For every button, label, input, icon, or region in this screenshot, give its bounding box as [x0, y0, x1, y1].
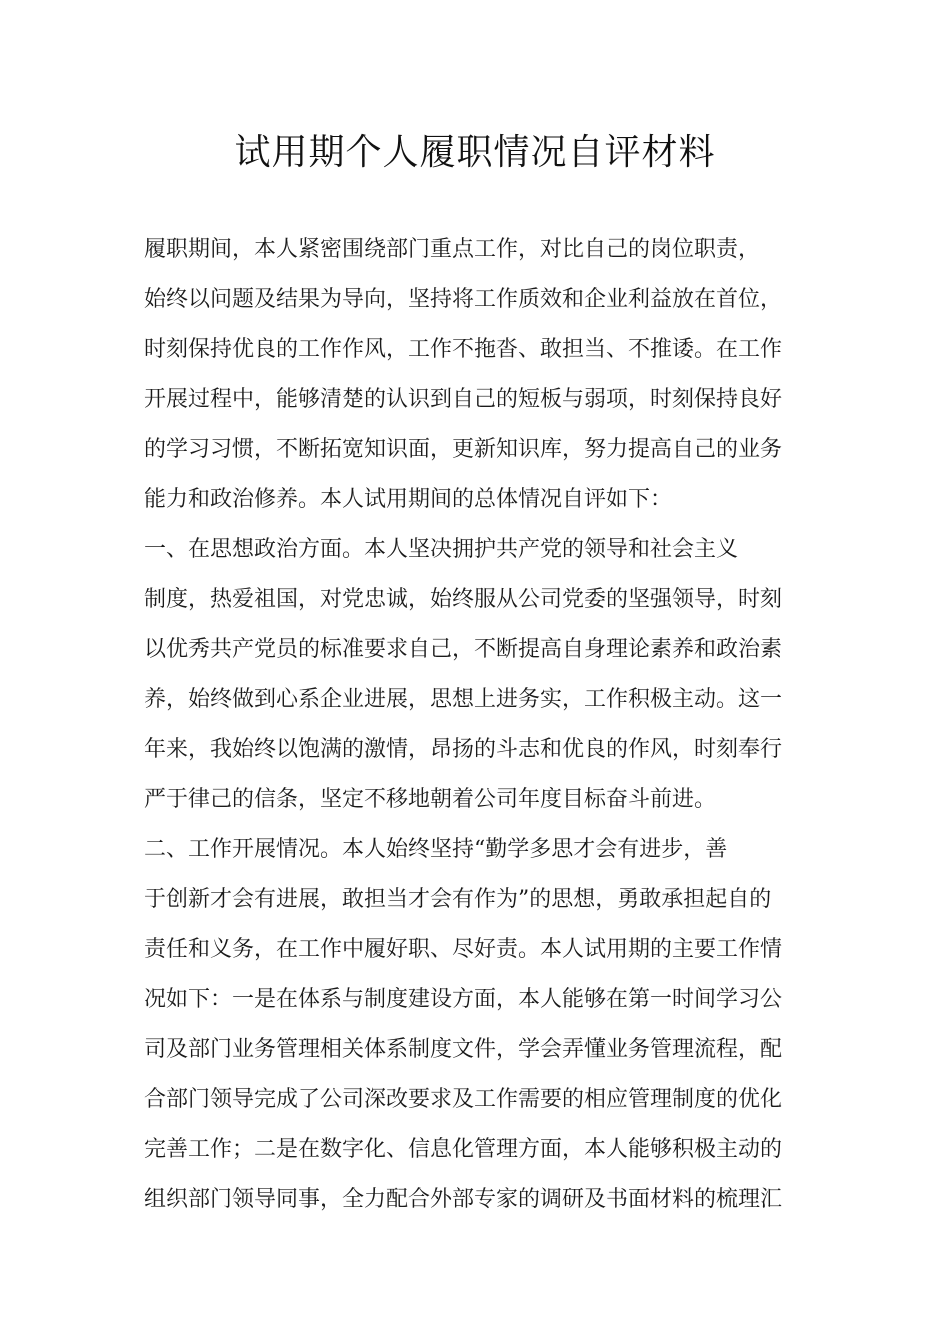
text-line: 以优秀共产党员的标准要求自己，不断提高自身理论素养和政治素 [144, 637, 783, 662]
text-line: 年来，我始终以饱满的激情，昂扬的斗志和优良的作风，时刻奉行 [144, 737, 783, 762]
text-line: 责任和义务，在工作中履好职、尽好责。本人试用期的主要工作情 [144, 937, 783, 962]
page-title: 试用期个人履职情况自评材料 [234, 132, 716, 173]
text-line: 合部门领导完成了公司深改要求及工作需要的相应管理制度的优化 [144, 1087, 783, 1112]
text-line: 制度，热爱祖国，对党忠诚，始终服从公司党委的坚强领导，时刻 [144, 587, 783, 612]
text-line: 组织部门领导同事，全力配合外部专家的调研及书面材料的梳理汇 [144, 1187, 783, 1212]
text-line: 履职期间，本人紧密围绕部门重点工作，对比自己的岗位职责， [144, 237, 761, 262]
text-line: 时刻保持优良的工作作风，工作不拖沓、敢担当、不推诿。在工作 [144, 337, 783, 362]
text-line: 二、工作开展情况。本人始终坚持“勤学多思才会有进步，善 [144, 837, 728, 862]
text-line: 于创新才会有进展，敢担当才会有作为”的思想，勇敢承担起自的 [144, 887, 772, 912]
text-line: 况如下：一是在体系与制度建设方面，本人能够在第一时间学习公 [144, 987, 783, 1012]
text-line: 司及部门业务管理相关体系制度文件，学会弄懂业务管理流程，配 [144, 1037, 783, 1062]
text-line: 的学习习惯，不断拓宽知识面，更新知识库，努力提高自己的业务 [144, 437, 783, 462]
text-line: 始终以问题及结果为导向，坚持将工作质效和企业利益放在首位， [144, 287, 783, 312]
text-line: 养，始终做到心系企业进展，思想上进务实，工作积极主动。这一 [144, 687, 783, 712]
text-line: 完善工作；二是在数字化、信息化管理方面，本人能够积极主动的 [144, 1137, 783, 1162]
text-line: 严于律己的信条，坚定不移地朝着公司年度目标奋斗前进。 [144, 787, 717, 812]
text-line: 能力和政治修养。本人试用期间的总体情况自评如下： [144, 487, 673, 512]
text-line: 开展过程中，能够清楚的认识到自己的短板与弱项，时刻保持良好 [144, 387, 783, 412]
text-line: 一、在思想政治方面。本人坚决拥护共产党的领导和社会主义 [144, 537, 739, 562]
